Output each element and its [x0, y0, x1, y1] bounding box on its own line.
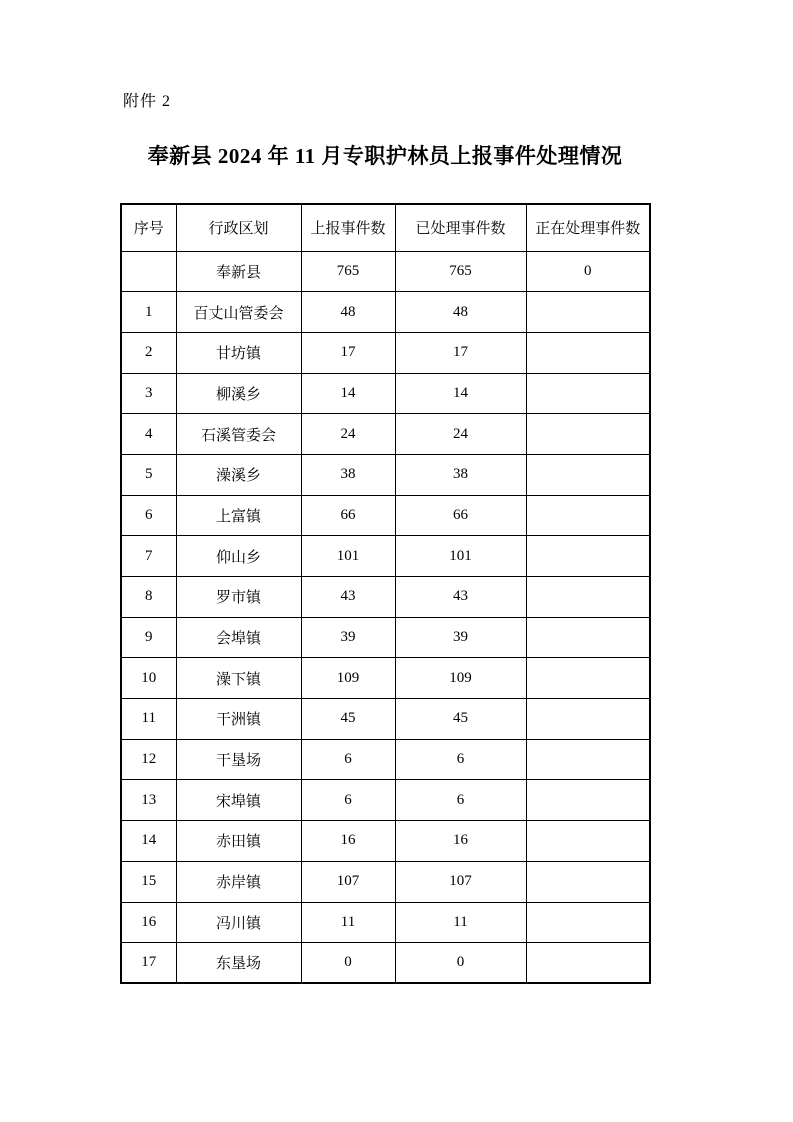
- cell-reported: 0: [301, 943, 395, 984]
- table-row: [121, 251, 650, 292]
- cell-region: 柳溪乡: [176, 373, 301, 414]
- cell-no: 11: [121, 699, 176, 740]
- cell-processing: [526, 739, 650, 780]
- cell-region: 罗市镇: [176, 577, 301, 618]
- cell-reported: 101: [301, 536, 395, 577]
- table-row: [121, 658, 650, 699]
- cell-processed: 109: [395, 658, 526, 699]
- cell-no: 6: [121, 495, 176, 536]
- cell-region: 澡溪乡: [176, 454, 301, 495]
- cell-reported: 6: [301, 780, 395, 821]
- cell-processed: 66: [395, 495, 526, 536]
- cell-reported: 24: [301, 414, 395, 455]
- cell-no: [121, 251, 176, 292]
- cell-reported: 17: [301, 332, 395, 373]
- cell-processing: [526, 617, 650, 658]
- cell-processing: [526, 292, 650, 333]
- cell-no: 17: [121, 943, 176, 984]
- cell-processing: [526, 658, 650, 699]
- cell-no: 7: [121, 536, 176, 577]
- cell-region: 宋埠镇: [176, 780, 301, 821]
- table-row: [121, 943, 650, 984]
- cell-reported: 38: [301, 454, 395, 495]
- table-row: [121, 536, 650, 577]
- cell-no: 14: [121, 821, 176, 862]
- cell-region: 东垦场: [176, 943, 301, 984]
- table-header-row: [121, 204, 650, 251]
- cell-processing: [526, 821, 650, 862]
- cell-reported: 48: [301, 292, 395, 333]
- cell-processing: [526, 577, 650, 618]
- cell-processed: 765: [395, 251, 526, 292]
- header-reported-events: 上报事件数: [301, 204, 395, 251]
- cell-region: 干垦场: [176, 739, 301, 780]
- cell-reported: 6: [301, 739, 395, 780]
- cell-processed: 43: [395, 577, 526, 618]
- cell-processed: 24: [395, 414, 526, 455]
- cell-region: 澡下镇: [176, 658, 301, 699]
- cell-processing: [526, 699, 650, 740]
- cell-processed: 107: [395, 861, 526, 902]
- cell-region: 甘坊镇: [176, 332, 301, 373]
- cell-processed: 0: [395, 943, 526, 984]
- table-row: [121, 739, 650, 780]
- cell-no: 12: [121, 739, 176, 780]
- table-row: [121, 495, 650, 536]
- table-row: [121, 373, 650, 414]
- cell-processed: 48: [395, 292, 526, 333]
- cell-processing: [526, 861, 650, 902]
- cell-processing: [526, 414, 650, 455]
- table-row: [121, 617, 650, 658]
- cell-region: 赤岸镇: [176, 861, 301, 902]
- cell-no: 15: [121, 861, 176, 902]
- header-processed-events: 已处理事件数: [395, 204, 526, 251]
- cell-processing: [526, 780, 650, 821]
- cell-reported: 66: [301, 495, 395, 536]
- table-row: [121, 699, 650, 740]
- cell-reported: 39: [301, 617, 395, 658]
- cell-processed: 14: [395, 373, 526, 414]
- cell-reported: 11: [301, 902, 395, 943]
- cell-reported: 765: [301, 251, 395, 292]
- table-row: [121, 821, 650, 862]
- table-row: [121, 292, 650, 333]
- cell-region: 上富镇: [176, 495, 301, 536]
- cell-no: 9: [121, 617, 176, 658]
- cell-processing: 0: [526, 251, 650, 292]
- cell-region: 百丈山管委会: [176, 292, 301, 333]
- cell-processed: 39: [395, 617, 526, 658]
- cell-processing: [526, 454, 650, 495]
- cell-region: 赤田镇: [176, 821, 301, 862]
- table-row: [121, 414, 650, 455]
- cell-reported: 109: [301, 658, 395, 699]
- table-row: [121, 902, 650, 943]
- cell-processed: 38: [395, 454, 526, 495]
- table-row: [121, 454, 650, 495]
- cell-no: 4: [121, 414, 176, 455]
- cell-processing: [526, 536, 650, 577]
- cell-no: 1: [121, 292, 176, 333]
- cell-processed: 45: [395, 699, 526, 740]
- cell-no: 16: [121, 902, 176, 943]
- cell-processed: 16: [395, 821, 526, 862]
- cell-region: 冯川镇: [176, 902, 301, 943]
- cell-no: 8: [121, 577, 176, 618]
- cell-no: 2: [121, 332, 176, 373]
- cell-processing: [526, 495, 650, 536]
- cell-region: 干洲镇: [176, 699, 301, 740]
- cell-region: 会埠镇: [176, 617, 301, 658]
- cell-processed: 101: [395, 536, 526, 577]
- cell-processed: 6: [395, 739, 526, 780]
- cell-region: 石溪管委会: [176, 414, 301, 455]
- cell-processing: [526, 902, 650, 943]
- table-row: [121, 861, 650, 902]
- cell-processing: [526, 943, 650, 984]
- attachment-label: 附件 2: [123, 93, 172, 110]
- table-row: [121, 332, 650, 373]
- cell-reported: 45: [301, 699, 395, 740]
- cell-reported: 16: [301, 821, 395, 862]
- cell-region: 奉新县: [176, 251, 301, 292]
- header-admin-division: 行政区划: [176, 204, 301, 251]
- cell-processed: 6: [395, 780, 526, 821]
- table-row: [121, 577, 650, 618]
- cell-no: 10: [121, 658, 176, 699]
- cell-reported: 14: [301, 373, 395, 414]
- table-body: [121, 251, 650, 983]
- cell-processing: [526, 373, 650, 414]
- cell-no: 13: [121, 780, 176, 821]
- cell-reported: 43: [301, 577, 395, 618]
- cell-processed: 17: [395, 332, 526, 373]
- cell-region: 仰山乡: [176, 536, 301, 577]
- header-serial-number: 序号: [121, 204, 176, 251]
- report-table: [120, 203, 651, 984]
- cell-no: 3: [121, 373, 176, 414]
- cell-reported: 107: [301, 861, 395, 902]
- cell-processed: 11: [395, 902, 526, 943]
- header-processing-events: 正在处理事件数: [526, 204, 650, 251]
- table-row: [121, 780, 650, 821]
- cell-processing: [526, 332, 650, 373]
- page-title: 奉新县 2024 年 11 月专职护林员上报事件处理情况: [147, 144, 623, 168]
- cell-no: 5: [121, 454, 176, 495]
- table-head: [121, 204, 650, 251]
